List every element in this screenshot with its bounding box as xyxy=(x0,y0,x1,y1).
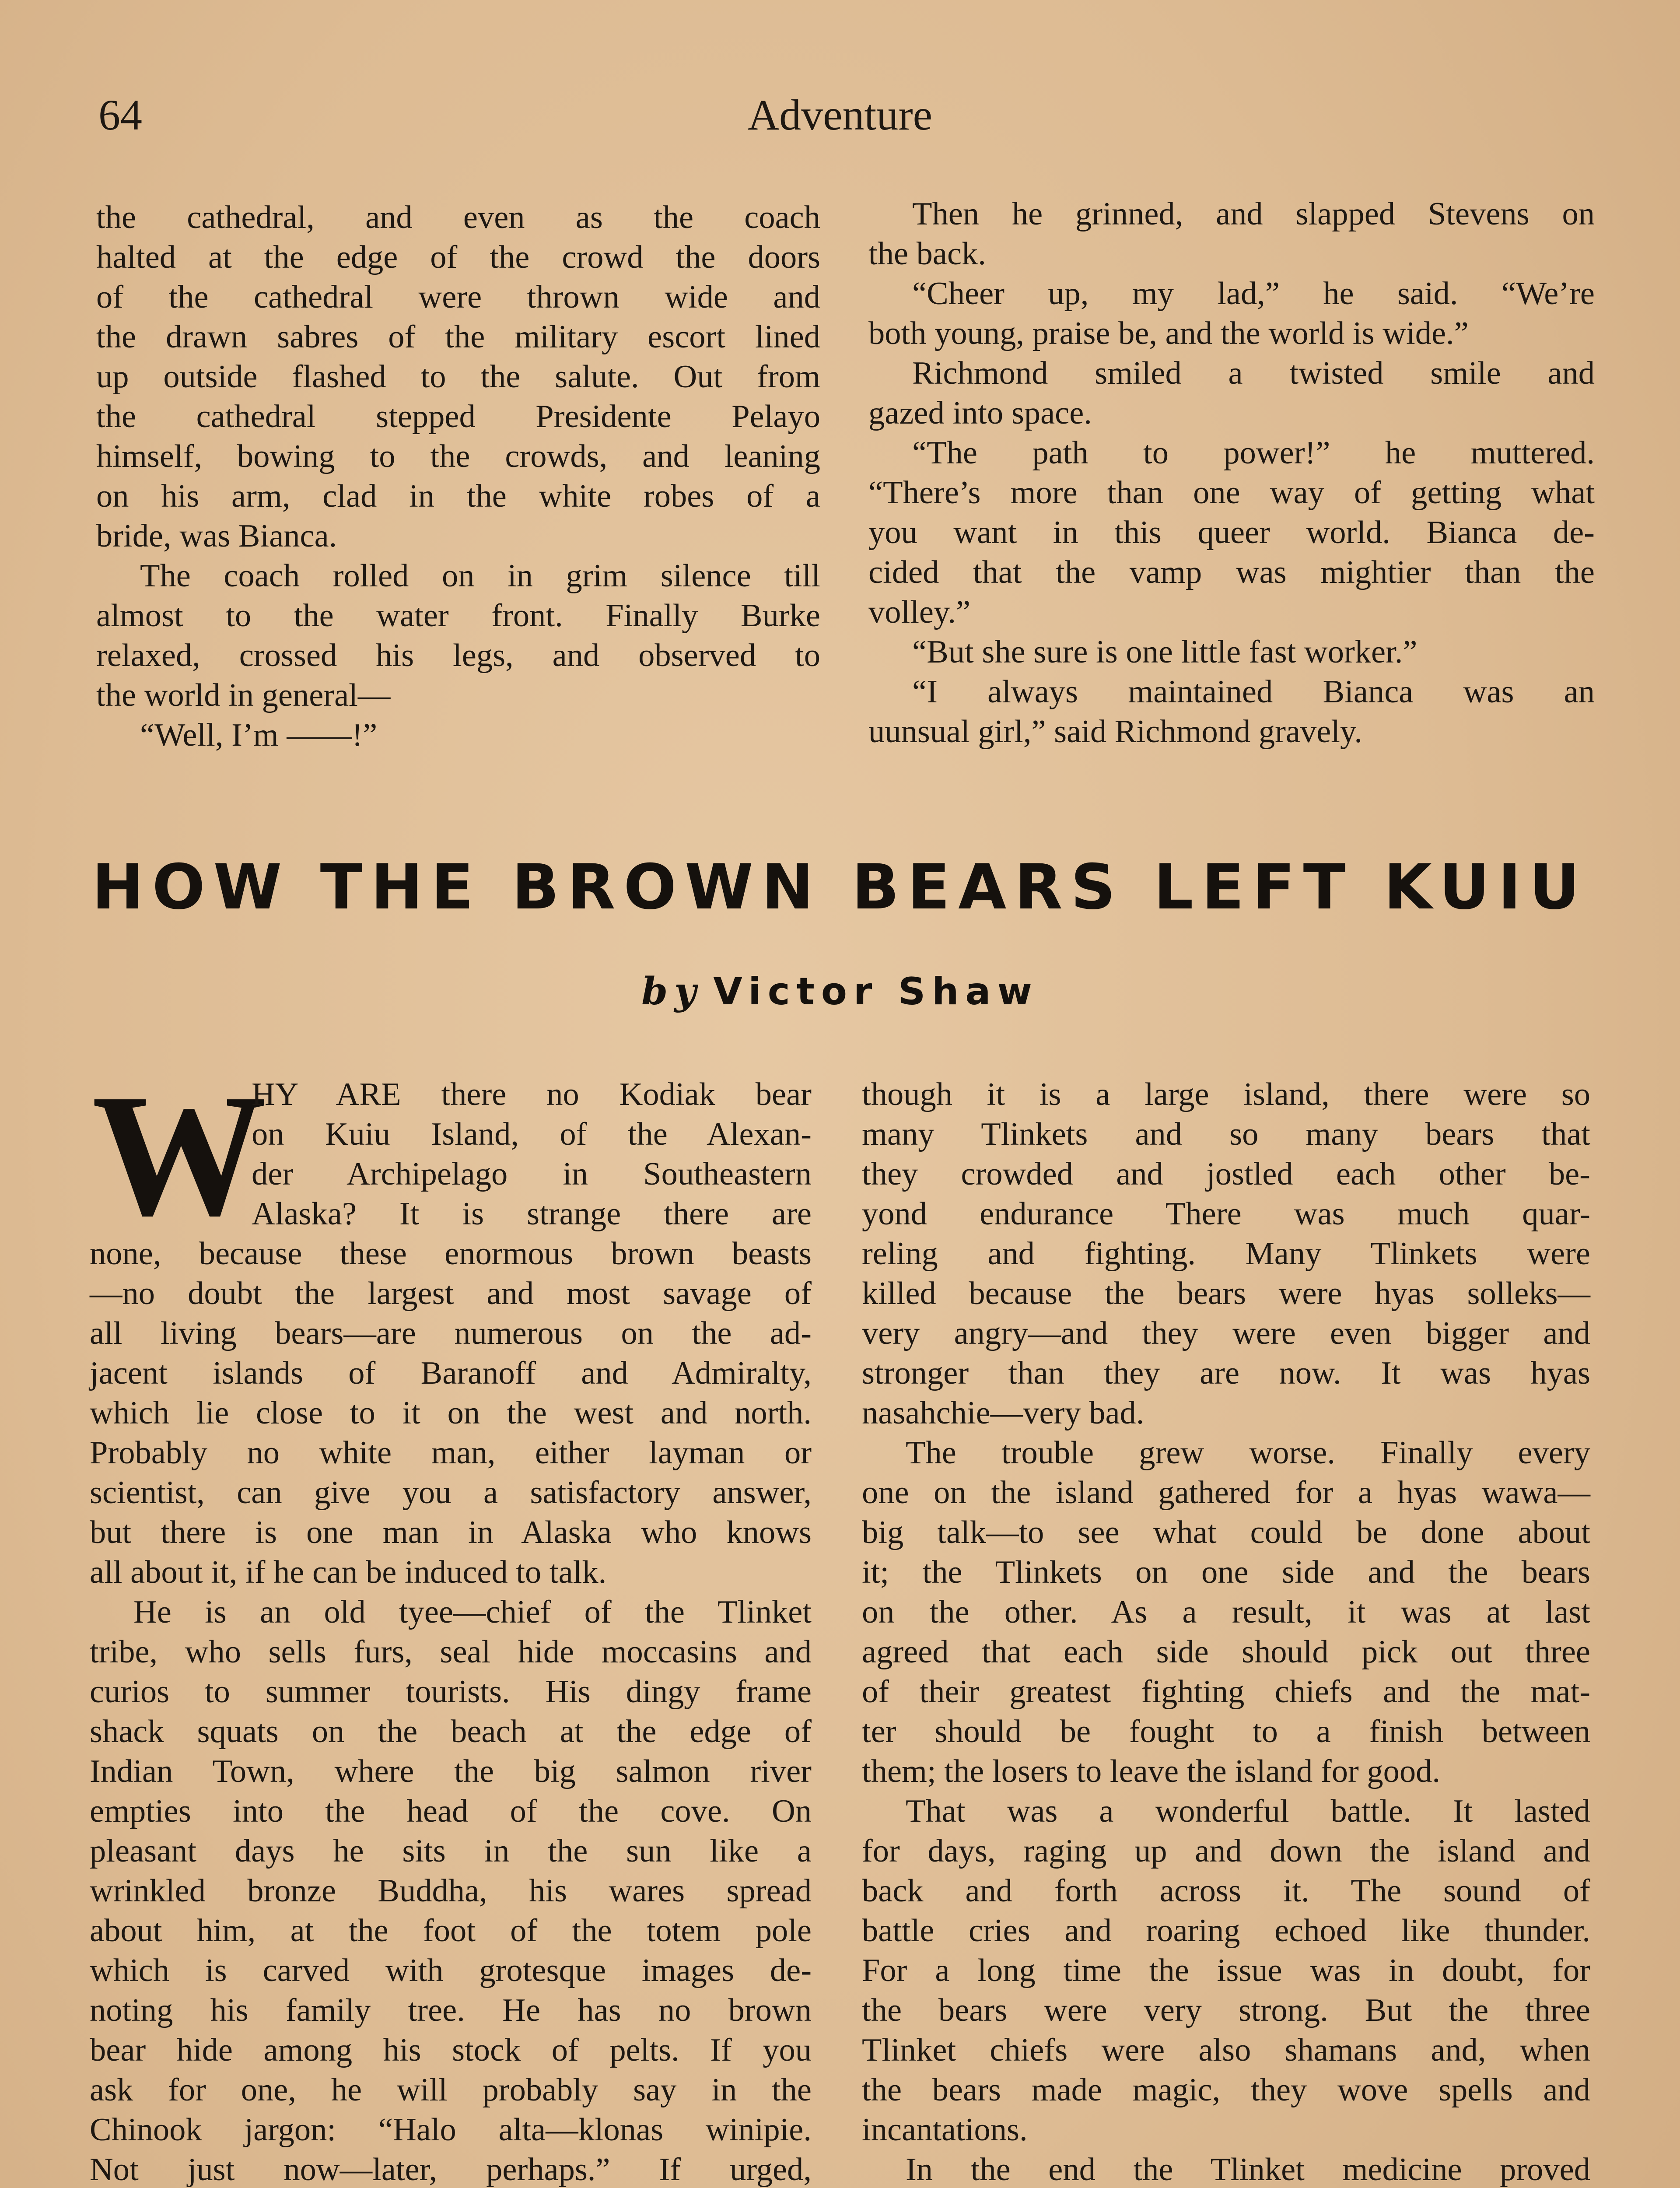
paragraph xyxy=(868,632,1595,672)
text-line: He is an old tyee—chief of the Tlinket xyxy=(133,1594,812,1630)
text-line: uunsual girl,” said Richmond gravely. xyxy=(868,714,1362,750)
text-line: cided that the vamp was mightier than the xyxy=(868,554,1595,590)
text-line: “There’s more than one way of getting what xyxy=(868,475,1595,511)
text-line: relaxed, crossed his legs, and observed to xyxy=(96,638,820,673)
text-line: ask for one, he will probably say in the xyxy=(90,2072,812,2108)
text-line: very angry—and they were even bigger and xyxy=(862,1315,1590,1351)
text-line: Indian Town, where the big salmon river xyxy=(90,1753,812,1789)
text-line: curios to summer tourists. His dingy frame xyxy=(90,1674,812,1710)
story-left-column xyxy=(90,1075,812,2188)
text-line: about him, at the foot of the totem pole xyxy=(90,1913,812,1949)
prev-story-right-column xyxy=(868,194,1595,752)
text-line: battle cries and roaring echoed like thunder. xyxy=(862,1913,1590,1949)
text-line: of the cathedral were thrown wide and xyxy=(96,279,820,315)
paragraph xyxy=(868,274,1595,354)
text-line: almost to the water front. Finally Burke xyxy=(96,598,820,634)
text-line: both young, praise be, and the world is wide.” xyxy=(868,316,1469,351)
text-line: halted at the edge of the crowd the doors xyxy=(96,239,820,275)
text-line: the bears made magic, they wove spells and xyxy=(862,2072,1590,2108)
text-line: “The path to power!” he muttered. xyxy=(912,435,1595,471)
text-line: big talk—to see what could be done about xyxy=(862,1515,1590,1550)
paragraph xyxy=(862,1792,1590,2150)
page-number: 64 xyxy=(98,91,142,139)
text-line: the world in general— xyxy=(96,677,391,713)
text-line: pleasant days he sits in the sun like a xyxy=(90,1833,812,1869)
text-line: yond endurance There was much quar- xyxy=(862,1196,1590,1232)
story-right-column xyxy=(862,1075,1590,2188)
text-line: jacent islands of Baranoff and Admiralty, xyxy=(90,1355,812,1391)
paragraph xyxy=(96,715,820,755)
text-line: scientist, can give you a satisfactory answer, xyxy=(90,1475,812,1511)
text-line: up outside flashed to the salute. Out from xyxy=(96,359,820,395)
text-line: of their greatest fighting chiefs and the mat- xyxy=(862,1674,1590,1710)
text-line: That was a wonderful battle. It lasted xyxy=(906,1793,1590,1829)
paragraph xyxy=(868,433,1595,632)
text-line: the drawn sabres of the military escort lined xyxy=(96,319,820,355)
text-line: empties into the head of the cove. On xyxy=(90,1793,812,1829)
text-line: reling and fighting. Many Tlinkets were xyxy=(862,1236,1590,1272)
story-title: HOW THE BROWN BEARS LEFT KUIU xyxy=(92,851,1588,923)
paragraph xyxy=(868,194,1595,274)
text-line: back and forth across it. The sound of xyxy=(862,1873,1590,1909)
paragraph xyxy=(90,1075,812,1592)
text-line: but there is one man in Alaska who knows xyxy=(90,1515,812,1550)
text-line: “But she sure is one little fast worker.” xyxy=(912,634,1418,670)
paragraph xyxy=(96,198,820,556)
text-line: Not just now—later, perhaps.” If urged, xyxy=(90,2152,812,2188)
text-line: all about it, if he can be induced to talk. xyxy=(90,1554,607,1590)
text-line: which lie close to it on the west and north. xyxy=(90,1395,812,1431)
text-line: Richmond smiled a twisted smile and xyxy=(912,355,1595,391)
byline xyxy=(0,969,1680,1013)
text-line: Tlinket chiefs were also shamans and, when xyxy=(862,2032,1590,2068)
text-line: the bears were very strong. But the three xyxy=(862,1992,1590,2028)
text-line: though it is a large island, there were so xyxy=(862,1076,1590,1112)
text-line: “I always maintained Bianca was an xyxy=(912,674,1595,710)
paragraph xyxy=(862,1433,1590,1792)
paragraph xyxy=(96,556,820,715)
text-line: noting his family tree. He has no brown xyxy=(90,1992,812,2028)
text-line: For a long time the issue was in doubt, for xyxy=(862,1953,1590,1988)
text-line: the cathedral, and even as the coach xyxy=(96,200,820,235)
paragraph xyxy=(90,1592,812,2188)
text-line: himself, bowing to the crowds, and leaning xyxy=(96,438,820,474)
text-line: bride, was Bianca. xyxy=(96,518,337,554)
text-line: which is carved with grotesque images de- xyxy=(90,1953,812,1988)
text-line: nasahchie—very bad. xyxy=(862,1395,1144,1431)
text-line: HY ARE there no Kodiak bear xyxy=(252,1076,812,1112)
paragraph xyxy=(862,2150,1590,2188)
text-line: In the end the Tlinket medicine proved xyxy=(906,2152,1590,2188)
paragraph xyxy=(868,354,1595,433)
drop-cap: W xyxy=(92,1058,267,1252)
text-line: for days, raging up and down the island and xyxy=(862,1833,1590,1869)
text-line: one on the island gathered for a hyas wawa— xyxy=(862,1475,1590,1511)
text-line: on Kuiu Island, of the Alexan- xyxy=(252,1116,812,1152)
paragraph xyxy=(868,672,1595,752)
text-line: the back. xyxy=(868,236,986,272)
text-line: ter should be fought to a finish between xyxy=(862,1714,1590,1750)
text-line: volley.” xyxy=(868,594,971,630)
text-line: The coach rolled on in grim silence till xyxy=(140,558,820,594)
text-line: agreed that each side should pick out three xyxy=(862,1634,1590,1670)
text-line: shack squats on the beach at the edge of xyxy=(90,1714,812,1750)
text-line: on his arm, clad in the white robes of a xyxy=(96,478,820,514)
text-line: Alaska? It is strange there are xyxy=(252,1196,812,1232)
running-header: Adventure xyxy=(747,91,933,139)
text-line: many Tlinkets and so many bears that xyxy=(862,1116,1590,1152)
byline-prefix: by xyxy=(641,969,703,1013)
text-line: Chinook jargon: “Halo alta—klonas winipie. xyxy=(90,2112,812,2148)
paragraph xyxy=(862,1075,1590,1433)
author-name: Victor Shaw xyxy=(713,970,1039,1013)
text-line: incantations. xyxy=(862,2112,1028,2148)
text-line: you want in this queer world. Bianca de- xyxy=(868,515,1595,551)
text-line: —no doubt the largest and most savage of xyxy=(90,1276,812,1311)
text-line: they crowded and jostled each other be- xyxy=(862,1156,1590,1192)
text-line: Then he grinned, and slapped Stevens on xyxy=(912,196,1595,232)
text-line: der Archipelago in Southeastern xyxy=(252,1156,812,1192)
text-line: gazed into space. xyxy=(868,395,1092,431)
text-line: killed because the bears were hyas solleks— xyxy=(862,1276,1590,1311)
text-line: Probably no white man, either layman or xyxy=(90,1435,812,1471)
text-line: all living bears—are numerous on the ad- xyxy=(90,1315,812,1351)
text-line: none, because these enormous brown beasts xyxy=(90,1236,812,1272)
text-line: it; the Tlinkets on one side and the bears xyxy=(862,1554,1590,1590)
text-line: bear hide among his stock of pelts. If you xyxy=(90,2032,812,2068)
text-line: The trouble grew worse. Finally every xyxy=(906,1435,1590,1471)
text-line: the cathedral stepped Presidente Pelayo xyxy=(96,399,820,435)
text-line: them; the losers to leave the island for good. xyxy=(862,1753,1441,1789)
text-line: “Cheer up, my lad,” he said. “We’re xyxy=(912,276,1595,312)
text-line: “Well, I’m ——!” xyxy=(140,717,378,753)
text-line: stronger than they are now. It was hyas xyxy=(862,1355,1590,1391)
prev-story-left-column xyxy=(96,198,820,755)
text-line: tribe, who sells furs, seal hide moccasins and xyxy=(90,1634,812,1670)
text-line: on the other. As a result, it was at last xyxy=(862,1594,1590,1630)
text-line: wrinkled bronze Buddha, his wares spread xyxy=(90,1873,812,1909)
